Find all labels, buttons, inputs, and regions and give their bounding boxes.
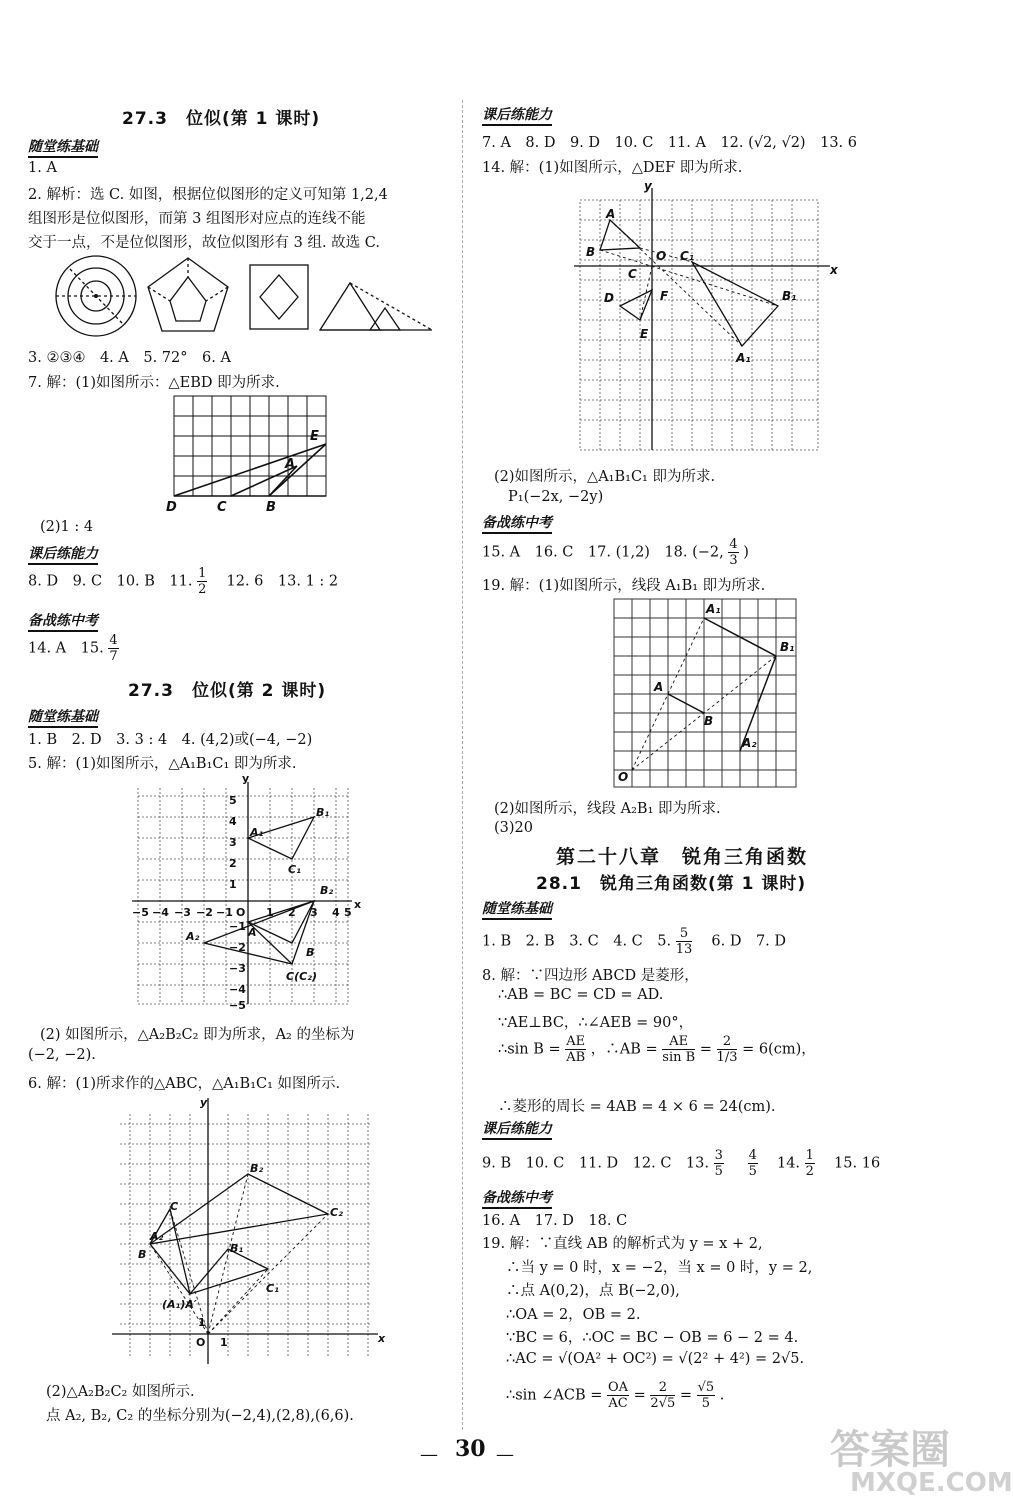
watermark-logo: 答案圈: [830, 1427, 950, 1473]
column-divider: [462, 100, 463, 1430]
section-label: 随堂练基础: [28, 706, 98, 728]
svg-text:F: F: [660, 289, 669, 303]
svg-text:O: O: [196, 1336, 206, 1349]
svg-text:x: x: [830, 263, 838, 277]
section-label: 课后练能力: [482, 104, 552, 126]
answer-line: 3. ②③④ 4. A 5. 72° 6. A: [28, 350, 231, 366]
page-number: 30: [455, 1436, 486, 1462]
svg-text:y: y: [200, 1096, 208, 1109]
answer-line: (−2, −2).: [28, 1047, 96, 1063]
svg-text:C: C: [170, 1200, 179, 1213]
svg-text:1: 1: [266, 906, 274, 919]
answer-line: ∴当 y = 0 时，x = −2，当 x = 0 时，y = 2,: [506, 1260, 813, 1276]
svg-text:A₁: A₁: [736, 351, 751, 365]
answer-line: ∵AE⊥BC，∴∠AEB = 90°，: [498, 1015, 694, 1031]
label-b: B: [266, 500, 276, 515]
answer-line: ∴AC = √(OA² + OC²) = √(2² + 4²) = 2√5.: [506, 1351, 805, 1367]
svg-text:1: 1: [220, 1336, 228, 1349]
svg-text:2: 2: [288, 906, 296, 919]
homothety-figures: [40, 255, 440, 343]
svg-text:B₁: B₁: [780, 640, 795, 654]
answer-line: ∴点 A(0,2)，点 B(−2,0),: [506, 1283, 680, 1299]
svg-text:A₁: A₁: [706, 602, 721, 616]
answer-line: (3)20: [494, 820, 533, 836]
svg-text:B: B: [704, 714, 714, 728]
answer-line: 14. A 15. $\frac{4}{7}$: [28, 633, 118, 664]
svg-text:5: 5: [229, 794, 237, 807]
answer-line: 2. 解析：选 C. 如图，根据位似图形的定义可知第 1,2,4: [28, 187, 388, 203]
section-label: 备战练中考: [28, 610, 98, 632]
svg-text:−5: −5: [229, 999, 246, 1012]
svg-text:2: 2: [229, 857, 237, 870]
svg-text:−4: −4: [152, 906, 169, 919]
section-label: 备战练中考: [482, 512, 552, 534]
footer-dash-right: —: [496, 1444, 514, 1465]
svg-text:O: O: [656, 249, 667, 263]
svg-text:A: A: [606, 207, 616, 221]
svg-text:−1: −1: [216, 906, 233, 919]
svg-text:−3: −3: [174, 906, 191, 919]
svg-text:D: D: [604, 291, 614, 305]
answer-line: 1. B 2. D 3. 3 : 4 4. (4,2)或(−4, −2): [28, 732, 313, 748]
svg-text:B₂: B₂: [250, 1162, 264, 1175]
section-label: 随堂练基础: [28, 136, 98, 158]
answer-line: (2)如图所示，△A₁B₁C₁ 即为所求.: [494, 469, 716, 485]
answer-line: ∵BC = 6，∴OC = BC − OB = 6 − 2 = 4.: [506, 1330, 799, 1346]
svg-text:5: 5: [344, 906, 352, 919]
svg-text:C₁: C₁: [680, 249, 695, 263]
svg-text:−2: −2: [196, 906, 213, 919]
footer-dash-left: —: [420, 1444, 438, 1465]
section-label: 课后练能力: [482, 1118, 552, 1140]
svg-text:O: O: [236, 906, 246, 919]
answer-line: 7. A 8. D 9. D 10. C 11. A 12. (√2, √2) 13. 6: [482, 135, 857, 151]
watermark-url: MXQE.COM: [850, 1468, 1013, 1498]
answer-line: (2)如图所示，线段 A₂B₁ 即为所求.: [494, 801, 721, 817]
svg-text:E: E: [640, 327, 649, 341]
answer-line: ∴sin ∠ACB = $\frac{OA}{AC}$ = $\frac{2}{2√5}$ = $\frac{√5}{5}$ .: [506, 1380, 725, 1411]
answer-line: ∴OA = 2，OB = 2.: [506, 1307, 641, 1323]
answer-line: 交于一点，不是位似图形，故位似图形有 3 组. 故选 C.: [28, 235, 380, 251]
svg-text:B: B: [138, 1248, 147, 1261]
svg-text:B₁: B₁: [782, 289, 797, 303]
svg-text:y: y: [242, 772, 250, 785]
svg-text:−2: −2: [229, 941, 246, 954]
answer-line: 19. 解：∵直线 AB 的解析式为 y = x + 2,: [482, 1236, 763, 1252]
lesson-title-28-1: 28.1 锐角三角函数(第 1 课时): [536, 874, 807, 894]
svg-text:−5: −5: [132, 906, 149, 919]
section-label: 备战练中考: [482, 1187, 552, 1209]
svg-text:y: y: [644, 179, 652, 193]
svg-text:O: O: [618, 770, 629, 784]
svg-text:C: C: [628, 267, 637, 281]
svg-text:3: 3: [229, 836, 237, 849]
svg-text:B: B: [586, 245, 596, 259]
coordinate-grid-q14: [572, 178, 840, 458]
answer-line: P₁(−2x, −2y): [508, 489, 604, 505]
svg-text:C₂: C₂: [330, 1206, 343, 1219]
answer-line: 16. A 17. D 18. C: [482, 1213, 628, 1229]
svg-text:A₁: A₁: [250, 826, 264, 839]
answer-line: (2)△A₂B₂C₂ 如图所示.: [46, 1384, 195, 1400]
svg-text:4: 4: [332, 906, 340, 919]
label-d: D: [166, 500, 177, 515]
lesson-title-27-3-2: 27.3 位似(第 2 课时): [128, 681, 327, 701]
coordinate-grid-q6: [110, 1094, 390, 1370]
svg-text:3: 3: [310, 906, 318, 919]
svg-text:C(C₂): C(C₂): [286, 970, 318, 983]
label-c: C: [217, 500, 227, 515]
svg-text:1: 1: [229, 878, 237, 891]
svg-text:A₂: A₂: [186, 930, 200, 943]
svg-text:A: A: [248, 926, 257, 939]
svg-text:B₂: B₂: [320, 884, 334, 897]
answer-line: ∴sin B = $\frac{AE}{AB}$ ，∴AB = $\frac{AE}{\text{sin B}}$ = $\frac{2}{1/3}$ = 6(cm)，: [498, 1034, 816, 1065]
svg-text:(A₁)A′: (A₁)A′: [162, 1298, 197, 1311]
svg-text:x: x: [354, 898, 362, 911]
svg-text:−4: −4: [229, 983, 246, 996]
section-label: 课后练能力: [28, 543, 98, 565]
lesson-title-27-3-1: 27.3 位似(第 1 课时): [122, 109, 321, 129]
answer-line: 5. 解：(1)如图所示，△A₁B₁C₁ 即为所求.: [28, 756, 297, 772]
triangle-ebd-grid: [160, 394, 340, 516]
answer-line: 7. 解：(1)如图所示：△EBD 即为所求.: [28, 375, 280, 391]
svg-text:1: 1: [198, 1316, 206, 1329]
chapter-title: 第二十八章 锐角三角函数: [556, 846, 809, 868]
svg-text:B₁: B₁: [230, 1242, 244, 1255]
answer-line: ∴菱形的周长 = 4AB = 4 × 6 = 24(cm).: [498, 1099, 776, 1115]
svg-text:A: A: [654, 680, 664, 694]
svg-text:x: x: [378, 1332, 386, 1345]
answer-line: (2)1 : 4: [40, 519, 94, 535]
answer-line: 1. B 2. B 3. C 4. C 5. $\frac{5}{13}$ 6. D 7. D: [482, 926, 787, 957]
answer-line: 6. 解：(1)所求作的△ABC，△A₁B₁C₁ 如图所示.: [28, 1076, 341, 1092]
svg-text:A₂: A₂: [742, 736, 757, 750]
answer-line: 9. B 10. C 11. D 12. C 13. $\frac{3}{5}$ $\frac{4}{5}$ 14. $\frac{1}{2}$ 15. 16: [482, 1148, 881, 1179]
answer-line: 8. D 9. C 10. B 11. $\frac{1}{2}$ 12. 6 13. 1 : 2: [28, 566, 339, 597]
svg-text:B: B: [306, 946, 315, 959]
coordinate-grid-q5: [130, 772, 362, 1012]
label-a: A: [285, 457, 296, 472]
svg-text:B₁: B₁: [316, 806, 330, 819]
answer-line: 14. 解：(1)如图所示，△DEF 即为所求.: [482, 160, 743, 176]
grid-q19: [608, 597, 798, 793]
answer-line: 8. 解：∵四边形 ABCD 是菱形，: [482, 968, 699, 984]
answer-line: 组图形是位似图形，而第 3 组图形对应点的连线不能: [28, 211, 366, 227]
answer-line: 点 A₂, B₂, C₂ 的坐标分别为(−2,4),(2,8),(6,6).: [46, 1408, 354, 1424]
answer-line: ∴AB = BC = CD = AD.: [498, 987, 664, 1003]
svg-text:A₂: A₂: [150, 1230, 164, 1243]
section-label: 随堂练基础: [482, 898, 552, 920]
svg-text:C₁: C₁: [288, 863, 301, 876]
svg-text:C₁: C₁: [266, 1282, 279, 1295]
svg-text:−3: −3: [229, 962, 246, 975]
answer-line: (2) 如图所示，△A₂B₂C₂ 即为所求，A₂ 的坐标为: [40, 1027, 355, 1043]
answer-line: 19. 解：(1)如图所示，线段 A₁B₁ 即为所求.: [482, 578, 766, 594]
label-e: E: [310, 429, 319, 444]
svg-text:4: 4: [229, 815, 237, 828]
svg-text:−1: −1: [229, 920, 246, 933]
answer-line: 15. A 16. C 17. (1,2) 18. (−2, $\frac{4}{3}$ ): [482, 537, 749, 568]
answer-line: 1. A: [28, 160, 57, 176]
